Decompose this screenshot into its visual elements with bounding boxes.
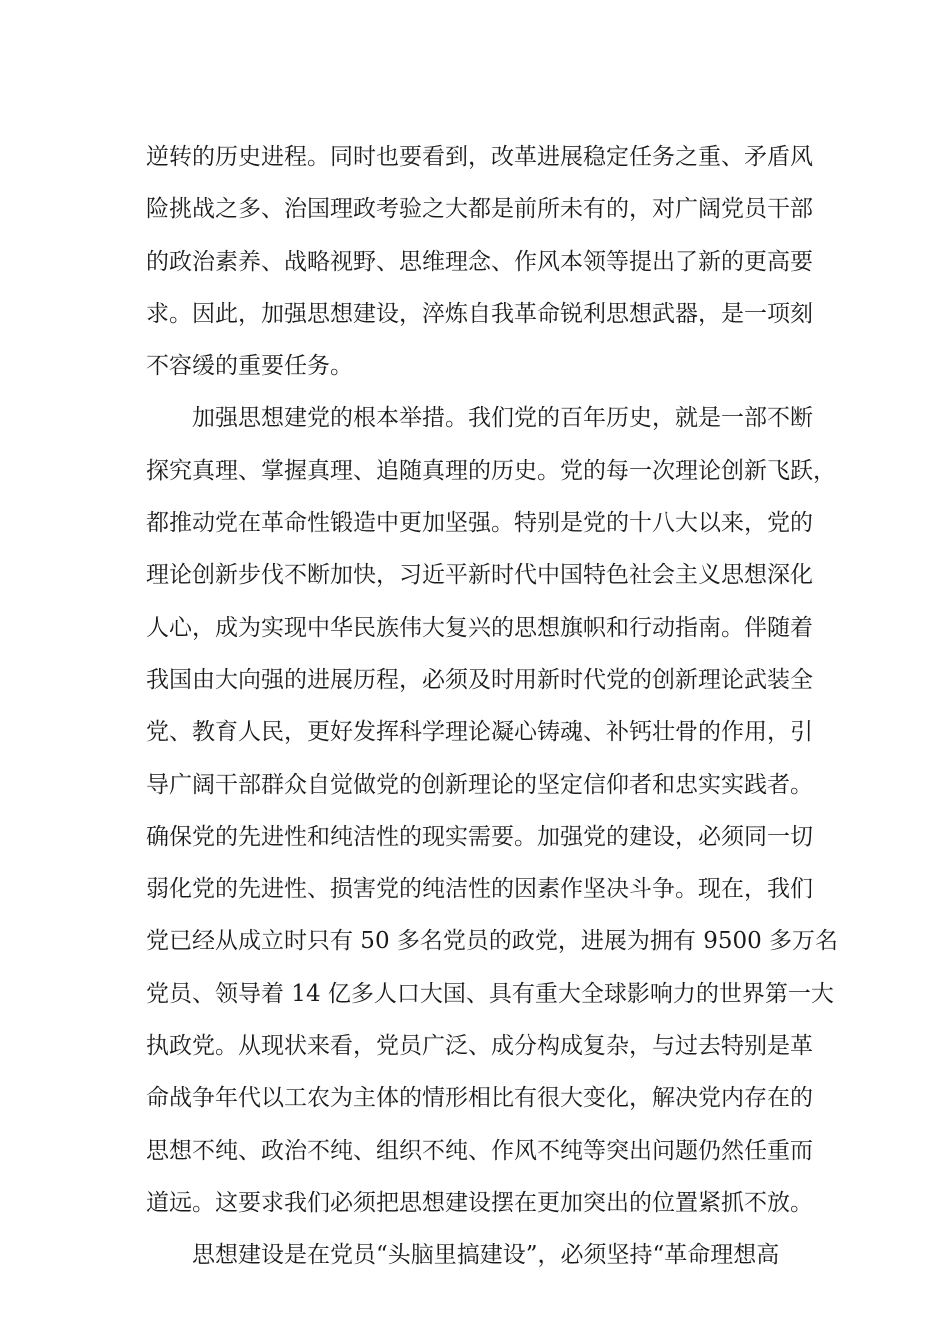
text-line: 的政治素养、战略视野、思维理念、作风本领等提出了新的更高要 (146, 248, 813, 275)
text-line: 逆转的历史进程。同时也要看到，改革进展稳定任务之重、矛盾风 (146, 144, 813, 170)
text-line: 弱化党的先进性、损害党的纯洁性的因素作坚决斗争。现在，我们 (146, 876, 813, 903)
text-line: 加强思想建党的根本举措。我们党的百年历史，就是一部不断 (192, 405, 813, 432)
text-line: 求。因此，加强思想建设，淬炼自我革命锐利思想武器，是一项刻 (146, 300, 813, 327)
body-text (146, 131, 839, 1282)
text-line: 党、教育人民，更好发挥科学理论凝心铸魂、补钙壮骨的作用，引 (146, 719, 813, 746)
text-line: 不容缓的重要任务。 (146, 353, 353, 380)
text-line: 都推动党在革命性锻造中更加坚强。特别是党的十八大以来，党的 (146, 510, 813, 537)
text-line: 人心，成为实现中华民族伟大复兴的思想旗帜和行动指南。伴随着 (146, 614, 813, 641)
text-line: 思想不纯、政治不纯、组织不纯、作风不纯等突出问题仍然任重而 (146, 1137, 813, 1164)
text-line: 党已经从成立时只有 50 多名党员的政党，进展为拥有 9500 多万名 (146, 928, 839, 955)
text-line: 探究真理、掌握真理、追随真理的历史。党的每一次理论创新飞跃， (146, 457, 836, 484)
text-line: 执政党。从现状来看，党员广泛、成分构成复杂，与过去特别是革 (146, 1033, 813, 1060)
text-line: 确保党的先进性和纯洁性的现实需要。加强党的建设，必须同一切 (146, 823, 813, 850)
text-line: 思想建设是在党员“头脑里搞建设”，必须坚持“革命理想高 (192, 1242, 780, 1269)
text-line: 党员、领导着 14 亿多人口大国、具有重大全球影响力的世界第一大 (146, 980, 834, 1007)
text-line: 导广阔干部群众自觉做党的创新理论的坚定信仰者和忠实实践者。 (146, 771, 813, 798)
text-line: 理论创新步伐不断加快，习近平新时代中国特色社会主义思想深化 (146, 562, 813, 589)
text-line: 我国由大向强的进展历程，必须及时用新时代党的创新理论武装全 (146, 666, 813, 693)
text-line: 险挑战之多、治国理政考验之大都是前所未有的，对广阔党员干部 (146, 196, 813, 223)
text-line: 命战争年代以工农为主体的情形相比有很大变化，解决党内存在的 (146, 1085, 813, 1112)
text-line: 道远。这要求我们必须把思想建设摆在更加突出的位置紧抓不放。 (146, 1189, 813, 1216)
